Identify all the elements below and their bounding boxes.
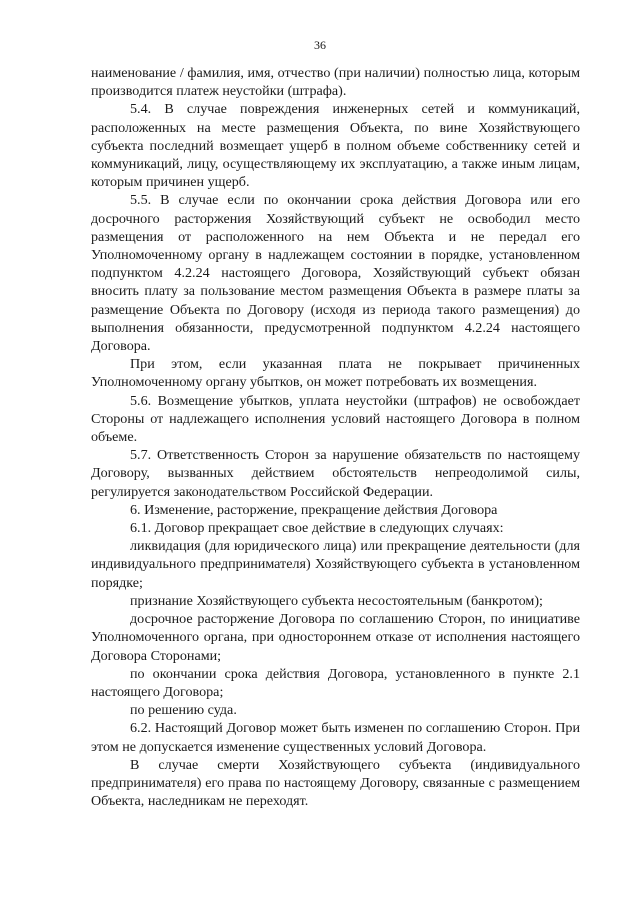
paragraph-5-5: 5.5. В случае если по окончании срока действия Договора или его досрочного расторжения Хозяйствующий субъект не освободил место размещения от расположенного на нем Объекта и не передал его Уполномоченному органу в надлежащем состоянии в порядке, установленном подпунктом 4.2.24 настоящего Договора, Хозяйствующий субъект обязан вносить плату за пользование местом размещения Объекта в размере платы за размещение Объекта по Договору (исходя из периода такого размещения) до выполнения обязанности, предусмотренной подпунктом 4.2.24 настоящего Договора. (91, 192, 580, 355)
paragraph-6-2: 6.2. Настоящий Договор может быть изменен по соглашению Сторон. При этом не допускается изменение существенных условий Договора. (91, 720, 580, 755)
paragraph-5-4: 5.4. В случае повреждения инженерных сетей и коммуникаций, расположенных на месте размещения Объекта, по вине Хозяйствующего субъекта последний возмещает ущерб в полном объеме собственнику сетей и коммуникаций, лицу, осуществляющему их эксплуатацию, а также иным лицам, которым причинен ущерб. (91, 101, 580, 191)
paragraph-6-1-bankruptcy: признание Хозяйствующего субъекта несостоятельным (банкротом); (130, 592, 543, 609)
page-number: 36 (314, 38, 326, 52)
paragraph-5-6: 5.6. Возмещение убытков, уплата неустойки (штрафов) не освобождает Стороны от надлежащего исполнения условий настоящего Договора в полном объеме. (91, 392, 580, 446)
document-body (91, 64, 580, 810)
paragraph-6-2-death: В случае смерти Хозяйствующего субъекта (индивидуального предпринимателя) его права по настоящему Договору, связанные с размещением Объекта, наследникам не переходят. (91, 756, 580, 810)
section-heading-6: 6. Изменение, расторжение, прекращение действия Договора (130, 501, 498, 518)
paragraph-5-5-continued: При этом, если указанная плата не покрывает причиненных Уполномоченному органу убытков, он может потребовать их возмещения. (91, 356, 580, 391)
paragraph-payment-payer-name: наименование / фамилия, имя, отчество (при наличии) полностью лица, которым производится платеж неустойки (штрафа). (91, 65, 580, 100)
paragraph-6-1-liquidation: ликвидация (для юридического лица) или прекращение деятельности (для индивидуального предпринимателя) Хозяйствующего субъекта в установленном порядке; (91, 538, 580, 591)
paragraph-5-7: 5.7. Ответственность Сторон за нарушение обязательств по настоящему Договору, вызванных действием обстоятельств непреодолимой силы, регулируется законодательством Российской Федерации. (91, 447, 580, 500)
paragraph-6-1: 6.1. Договор прекращает свое действие в следующих случаях: (130, 520, 504, 537)
paragraph-6-1-early-termination: досрочное расторжение Договора по соглашению Сторон, по инициативе Уполномоченного органа, при одностороннем отказе от исполнения настоящего Договора Сторонами; (91, 611, 580, 664)
paragraph-6-1-expiry: по окончании срока действия Договора, установленного в пункте 2.1 настоящего Договора; (91, 665, 580, 700)
paragraph-6-1-court: по решению суда. (130, 702, 237, 719)
